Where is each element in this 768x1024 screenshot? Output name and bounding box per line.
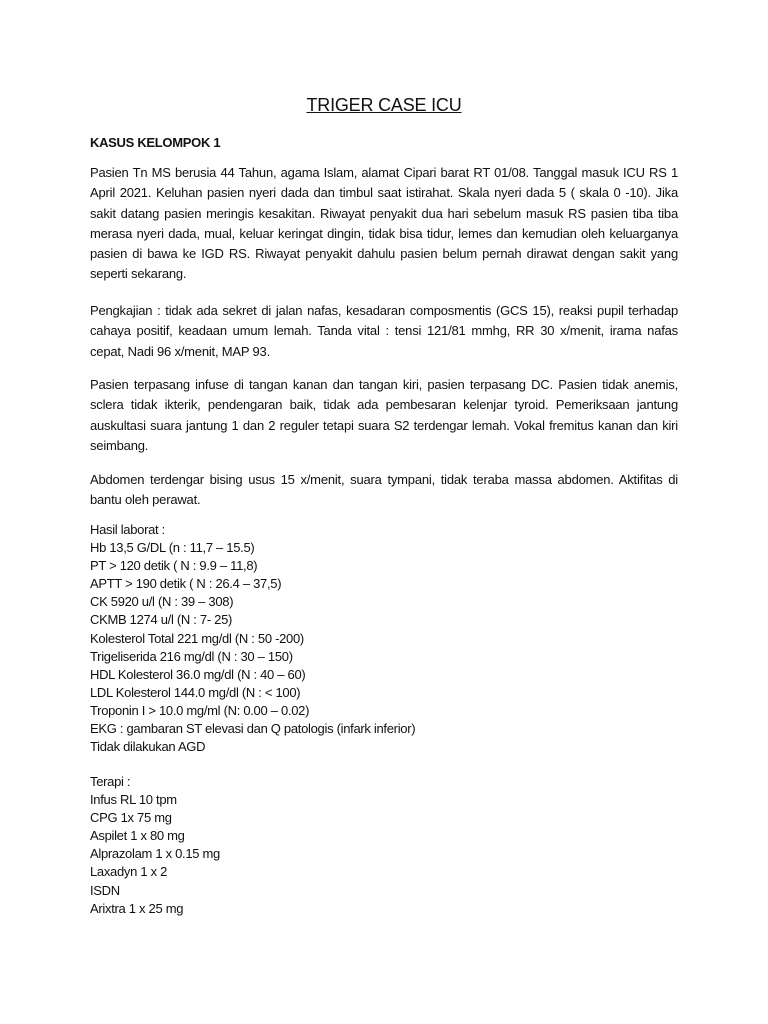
patient-history-paragraph: Pasien Tn MS berusia 44 Tahun, agama Islam, alamat Cipari barat RT 01/08. Tanggal masuk ICU RS 1 April 2021. Keluhan pasien nyeri dada dan timbul saat istirahat. Skala nyeri dada 5 ( skala 0 -10). Jika sakit datang pasien meringis kesakitan. Riwayat penyakit dua hari sebelum masuk RS pasien tiba tiba merasa nyeri dada, mual, keluar keringat dingin, tidak bisa tidur, lemes dan kemudian oleh keluarganya pasien di bawa ke IGD RS. Riwayat penyakit dahulu pasien belum pernah dirawat dengan sakit yang seperti sekarang. (90, 165, 678, 282)
therapy-item: Aspilet 1 x 80 mg (90, 828, 185, 844)
lab-item: APTT > 190 detik ( N : 26.4 – 37,5) (90, 576, 282, 592)
therapy-item: CPG 1x 75 mg (90, 810, 172, 826)
abdomen-paragraph: Abdomen terdengar bising usus 15 x/menit, suara tympani, tidak teraba massa abdomen. Aktifitas di bantu oleh perawat. (90, 472, 678, 508)
therapy-item: Alprazolam 1 x 0.15 mg (90, 846, 220, 862)
lab-heading: Hasil laborat : (90, 522, 165, 537)
lab-item: Trigeliserida 216 mg/dl (N : 30 – 150) (90, 648, 293, 664)
lab-item: PT > 120 detik ( N : 9.9 – 11,8) (90, 558, 258, 574)
therapy-heading: Terapi : (90, 774, 131, 789)
lab-item: Kolesterol Total 221 mg/dl (N : 50 -200) (90, 630, 304, 646)
therapy-item: Infus RL 10 tpm (90, 792, 177, 808)
case-group-heading: KASUS KELOMPOK 1 (90, 135, 221, 150)
lab-item: Hb 13,5 G/DL (n : 11,7 – 15.5) (90, 540, 255, 556)
lab-item: CKMB 1274 u/l (N : 7- 25) (90, 612, 233, 628)
lab-item: Tidak dilakukan AGD (90, 739, 206, 755)
lab-item: CK 5920 u/l (N : 39 – 308) (90, 594, 234, 610)
document-title: TRIGER CASE ICU (306, 95, 462, 115)
physical-exam-paragraph: Pasien terpasang infuse di tangan kanan dan tangan kiri, pasien terpasang DC. Pasien tidak anemis, sclera tidak ikterik, pendengaran baik, tidak ada pembesaran kelenjar tyroid. Pemeriksaan jantung auskultasi suara jantung 1 dan 2 reguler tetapi suara S2 terdengar lemah. Vokal fremitus kanan dan kiri seimbang. (90, 377, 678, 453)
lab-item: Troponin I > 10.0 mg/ml (N: 0.00 – 0.02) (90, 702, 310, 718)
therapy-item: Arixtra 1 x 25 mg (90, 900, 184, 916)
lab-item: LDL Kolesterol 144.0 mg/dl (N : < 100) (90, 684, 301, 700)
therapy-list (90, 773, 220, 918)
lab-item: HDL Kolesterol 36.0 mg/dl (N : 40 – 60) (90, 666, 306, 682)
lab-item: EKG : gambaran ST elevasi dan Q patologis (infark inferior) (90, 721, 416, 737)
assessment-paragraph: Pengkajian : tidak ada sekret di jalan nafas, kesadaran composmentis (GCS 15), reaksi pupil terhadap cahaya positif, keadaan umum lemah. Tanda vital : tensi 121/81 mmhg, RR 30 x/menit, irama nafas cepat, Nadi 96 x/menit, MAP 93. (90, 303, 678, 359)
therapy-item: ISDN (90, 882, 120, 898)
lab-results-list (90, 521, 415, 756)
therapy-item: Laxadyn 1 x 2 (90, 864, 168, 880)
